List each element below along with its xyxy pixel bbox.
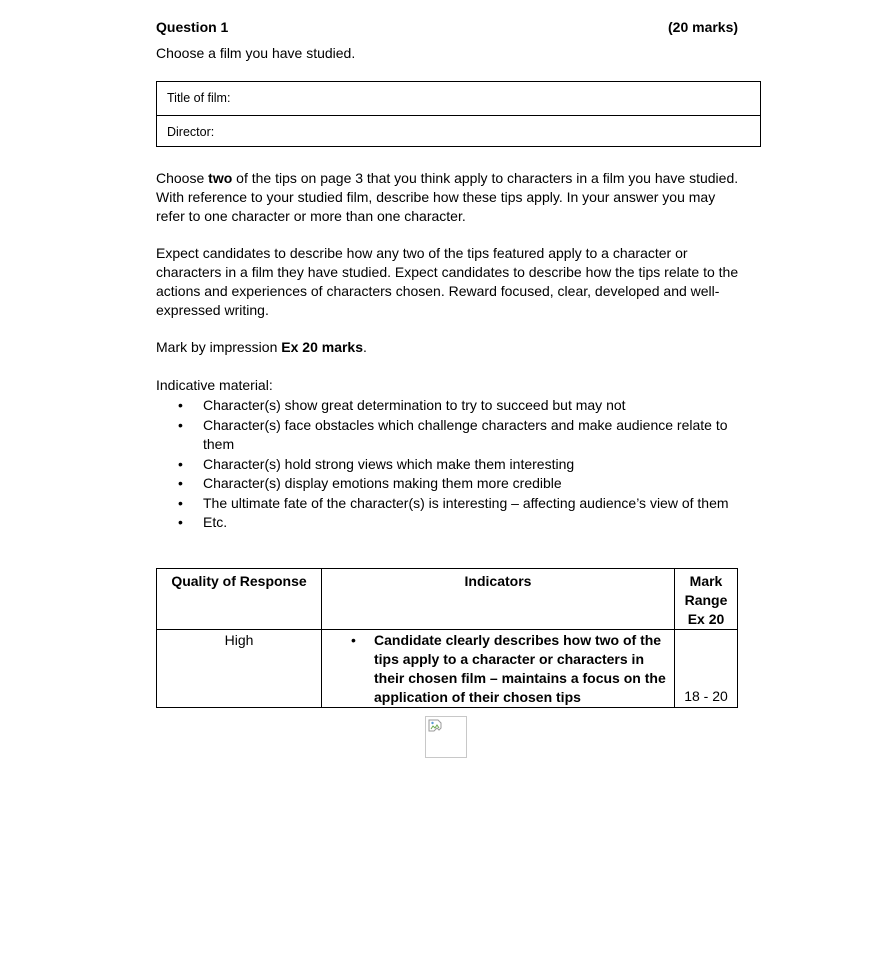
list-item: • Character(s) show great determination to try to succeed but may not (156, 396, 746, 416)
instruction-paragraph (156, 169, 746, 226)
list-item: • The ultimate fate of the character(s) is interesting – affecting audience’s view of them (156, 494, 746, 514)
header-indicators: Indicators (322, 569, 675, 630)
film-title-label: Title of film: (167, 91, 231, 105)
question-intro: Choose a film you have studied. (156, 45, 356, 61)
expectation-paragraph: Expect candidates to describe how any two of the tips featured apply to a character or characters in a film they have studied. Expect candidates to describe how the tips relate to the actions and experiences of characters chosen. Reward focused, clear, developed and well-expressed writing. (156, 245, 739, 318)
film-director-row[interactable] (157, 115, 760, 148)
film-title-row[interactable] (157, 82, 760, 115)
table-header-row (157, 569, 738, 630)
table-row (157, 630, 738, 708)
mark-by-impression (156, 338, 746, 357)
mark-by-suffix: . (363, 339, 367, 355)
question-title: Question 1 (156, 19, 229, 35)
list-item: • Etc. (156, 513, 746, 533)
header-quality: Quality of Response (157, 569, 322, 630)
indicative-label: Indicative material: (156, 377, 273, 393)
instruction-text-end: of the tips on page 3 that you think apply to characters in a film you have studied. With reference to your studied film, describe how these tips apply. In your answer you may refer to one character or more than one character. (156, 170, 739, 224)
cell-indicator: • Candidate clearly describes how two of the tips apply to a character or characters in their chosen film – maintains a focus on the application of their chosen tips (322, 630, 675, 708)
mark-by-bold: Ex 20 marks (281, 339, 363, 355)
broken-image-icon (425, 716, 467, 758)
list-item: • Character(s) display emotions making them more credible (156, 474, 746, 494)
indicative-list (156, 396, 746, 533)
list-item: • Character(s) hold strong views which make them interesting (156, 455, 746, 475)
mark-scheme-table (156, 568, 738, 708)
cell-quality: High (157, 630, 322, 708)
film-director-label: Director: (167, 125, 215, 139)
cell-range: 18 - 20 (675, 630, 738, 708)
instruction-text-start: Choose (156, 170, 209, 186)
film-details-box (156, 81, 761, 147)
header-mark-range: Mark Range Ex 20 (675, 569, 738, 630)
mark-by-prefix: Mark by impression (156, 339, 282, 355)
question-marks: (20 marks) (668, 19, 739, 35)
instruction-bold-two: two (208, 170, 233, 186)
list-item: • Character(s) face obstacles which challenge characters and make audience relate to them (156, 416, 746, 455)
